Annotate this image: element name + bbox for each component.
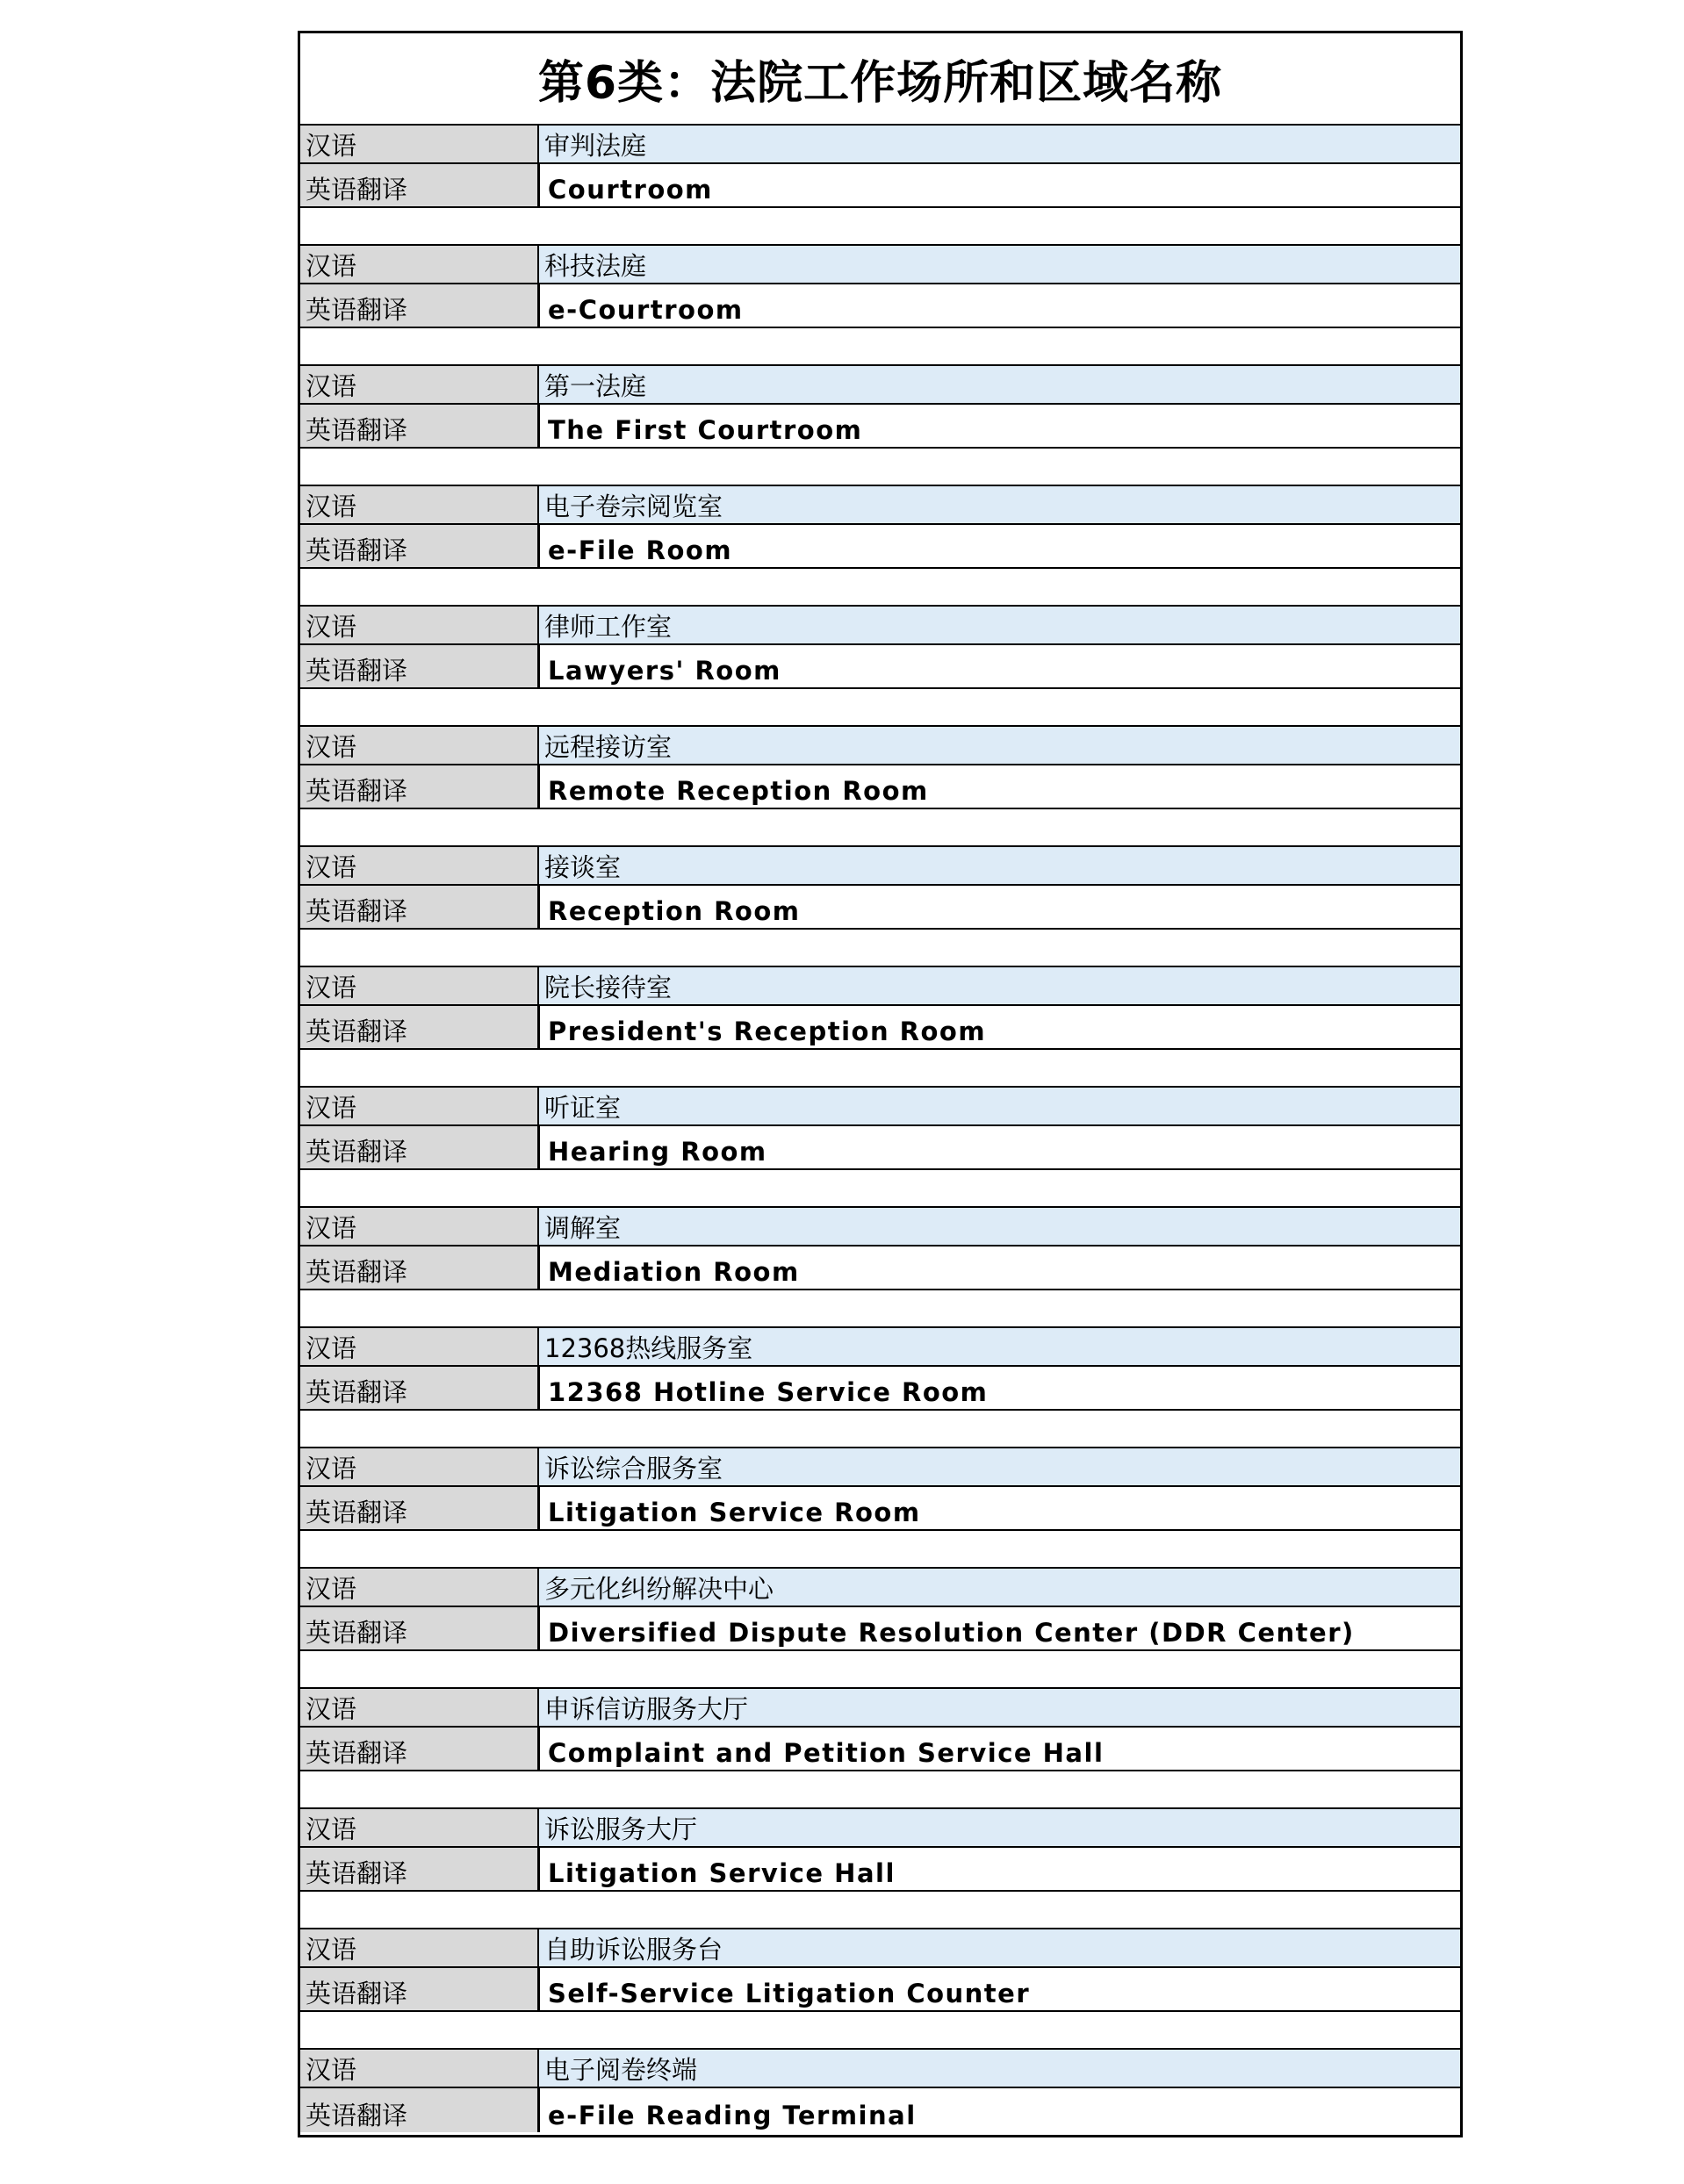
english-row — [300, 645, 1460, 689]
term-group — [300, 126, 1460, 246]
english-row — [300, 1728, 1460, 1771]
term-group — [300, 1809, 1460, 1929]
spacer-row — [300, 569, 1460, 607]
english-label: 英语翻译 — [300, 1246, 539, 1289]
english-label: 英语翻译 — [300, 405, 539, 447]
english-translation: Courtroom — [539, 164, 1460, 206]
english-row — [300, 1848, 1460, 1892]
chinese-term: 第一法庭 — [539, 366, 1460, 403]
chinese-label: 汉语 — [300, 1809, 539, 1846]
english-row — [300, 284, 1460, 328]
english-translation: Diversified Dispute Resolution Center (DDR Center) — [539, 1607, 1460, 1649]
english-translation: Litigation Service Hall — [539, 1848, 1460, 1890]
english-label: 英语翻译 — [300, 765, 539, 808]
chinese-term: 12368热线服务室 — [539, 1328, 1460, 1365]
chinese-row — [300, 1929, 1460, 1968]
chinese-term: 电子阅卷终端 — [539, 2050, 1460, 2087]
spacer-row — [300, 208, 1460, 246]
chinese-term: 听证室 — [539, 1088, 1460, 1124]
english-label: 英语翻译 — [300, 1848, 539, 1890]
chinese-term: 远程接访室 — [539, 727, 1460, 764]
spacer-row — [300, 809, 1460, 847]
chinese-row — [300, 486, 1460, 525]
spacer-row — [300, 1651, 1460, 1689]
chinese-label: 汉语 — [300, 847, 539, 884]
chinese-label: 汉语 — [300, 1569, 539, 1606]
chinese-label: 汉语 — [300, 366, 539, 403]
english-label: 英语翻译 — [300, 1006, 539, 1048]
term-group — [300, 246, 1460, 366]
chinese-label: 汉语 — [300, 246, 539, 283]
english-label: 英语翻译 — [300, 164, 539, 206]
english-row — [300, 164, 1460, 208]
english-row — [300, 1487, 1460, 1531]
chinese-label: 汉语 — [300, 486, 539, 523]
english-translation: e-File Reading Terminal — [539, 2088, 1460, 2132]
chinese-row — [300, 1208, 1460, 1246]
spacer-row — [300, 1170, 1460, 1208]
term-group — [300, 1088, 1460, 1208]
table-body — [300, 126, 1460, 2135]
english-translation: 12368 Hotline Service Room — [539, 1367, 1460, 1409]
chinese-row — [300, 607, 1460, 645]
term-group — [300, 1448, 1460, 1569]
english-label: 英语翻译 — [300, 886, 539, 928]
term-group — [300, 967, 1460, 1088]
english-label: 英语翻译 — [300, 1126, 539, 1168]
english-row — [300, 1246, 1460, 1290]
term-group — [300, 1569, 1460, 1689]
english-row — [300, 886, 1460, 930]
term-group — [300, 2050, 1460, 2132]
chinese-term: 科技法庭 — [539, 246, 1460, 283]
english-translation: Remote Reception Room — [539, 765, 1460, 808]
english-translation: Self-Service Litigation Counter — [539, 1968, 1460, 2010]
english-row — [300, 765, 1460, 809]
english-row — [300, 2088, 1460, 2132]
chinese-row — [300, 1689, 1460, 1728]
chinese-label: 汉语 — [300, 1689, 539, 1726]
chinese-label: 汉语 — [300, 1088, 539, 1124]
chinese-row — [300, 1328, 1460, 1367]
chinese-row — [300, 2050, 1460, 2088]
spacer-row — [300, 2012, 1460, 2050]
chinese-label: 汉语 — [300, 2050, 539, 2087]
spacer-row — [300, 1050, 1460, 1088]
spacer-row — [300, 689, 1460, 727]
spacer-row — [300, 1892, 1460, 1929]
english-translation: Reception Room — [539, 886, 1460, 928]
chinese-term: 诉讼服务大厅 — [539, 1809, 1460, 1846]
english-label: 英语翻译 — [300, 2088, 539, 2132]
english-translation: Lawyers' Room — [539, 645, 1460, 687]
spacer-row — [300, 1411, 1460, 1448]
chinese-label: 汉语 — [300, 607, 539, 643]
term-group — [300, 366, 1460, 486]
chinese-label: 汉语 — [300, 1328, 539, 1365]
chinese-term: 接谈室 — [539, 847, 1460, 884]
english-translation: e-File Room — [539, 525, 1460, 567]
chinese-term: 律师工作室 — [539, 607, 1460, 643]
chinese-row — [300, 246, 1460, 284]
chinese-row — [300, 366, 1460, 405]
chinese-term: 自助诉讼服务台 — [539, 1929, 1460, 1966]
chinese-label: 汉语 — [300, 967, 539, 1004]
spacer-row — [300, 449, 1460, 486]
english-label: 英语翻译 — [300, 1968, 539, 2010]
english-label: 英语翻译 — [300, 525, 539, 567]
translation-table — [298, 31, 1463, 2137]
term-group — [300, 1208, 1460, 1328]
term-group — [300, 1689, 1460, 1809]
english-row — [300, 1126, 1460, 1170]
spacer-row — [300, 930, 1460, 967]
english-translation: Complaint and Petition Service Hall — [539, 1728, 1460, 1770]
chinese-label: 汉语 — [300, 1448, 539, 1485]
english-translation: President's Reception Room — [539, 1006, 1460, 1048]
english-label: 英语翻译 — [300, 1487, 539, 1529]
english-label: 英语翻译 — [300, 1728, 539, 1770]
chinese-row — [300, 1809, 1460, 1848]
english-row — [300, 525, 1460, 569]
english-translation: Mediation Room — [539, 1246, 1460, 1289]
chinese-label: 汉语 — [300, 1929, 539, 1966]
chinese-row — [300, 847, 1460, 886]
term-group — [300, 847, 1460, 967]
chinese-row — [300, 1448, 1460, 1487]
chinese-label: 汉语 — [300, 727, 539, 764]
spacer-row — [300, 1290, 1460, 1328]
chinese-row — [300, 126, 1460, 164]
english-label: 英语翻译 — [300, 645, 539, 687]
chinese-row — [300, 727, 1460, 765]
chinese-row — [300, 1569, 1460, 1607]
english-row — [300, 1367, 1460, 1411]
english-translation: e-Courtroom — [539, 284, 1460, 327]
term-group — [300, 1328, 1460, 1448]
term-group — [300, 727, 1460, 847]
chinese-term: 审判法庭 — [539, 126, 1460, 162]
spacer-row — [300, 1531, 1460, 1569]
english-row — [300, 405, 1460, 449]
english-translation: Hearing Room — [539, 1126, 1460, 1168]
chinese-term: 院长接待室 — [539, 967, 1460, 1004]
spacer-row — [300, 1771, 1460, 1809]
term-group — [300, 486, 1460, 607]
english-translation: The First Courtroom — [539, 405, 1460, 447]
english-row — [300, 1968, 1460, 2012]
english-label: 英语翻译 — [300, 284, 539, 327]
term-group — [300, 607, 1460, 727]
english-label: 英语翻译 — [300, 1607, 539, 1649]
chinese-label: 汉语 — [300, 1208, 539, 1245]
spacer-row — [300, 328, 1460, 366]
chinese-row — [300, 967, 1460, 1006]
chinese-term: 电子卷宗阅览室 — [539, 486, 1460, 523]
chinese-term: 申诉信访服务大厅 — [539, 1689, 1460, 1726]
term-group — [300, 1929, 1460, 2050]
chinese-term: 调解室 — [539, 1208, 1460, 1245]
chinese-term: 诉讼综合服务室 — [539, 1448, 1460, 1485]
table-title: 第6类：法院工作场所和区域名称 — [300, 33, 1460, 126]
chinese-row — [300, 1088, 1460, 1126]
english-label: 英语翻译 — [300, 1367, 539, 1409]
english-row — [300, 1607, 1460, 1651]
chinese-term: 多元化纠纷解决中心 — [539, 1569, 1460, 1606]
english-translation: Litigation Service Room — [539, 1487, 1460, 1529]
english-row — [300, 1006, 1460, 1050]
chinese-label: 汉语 — [300, 126, 539, 162]
